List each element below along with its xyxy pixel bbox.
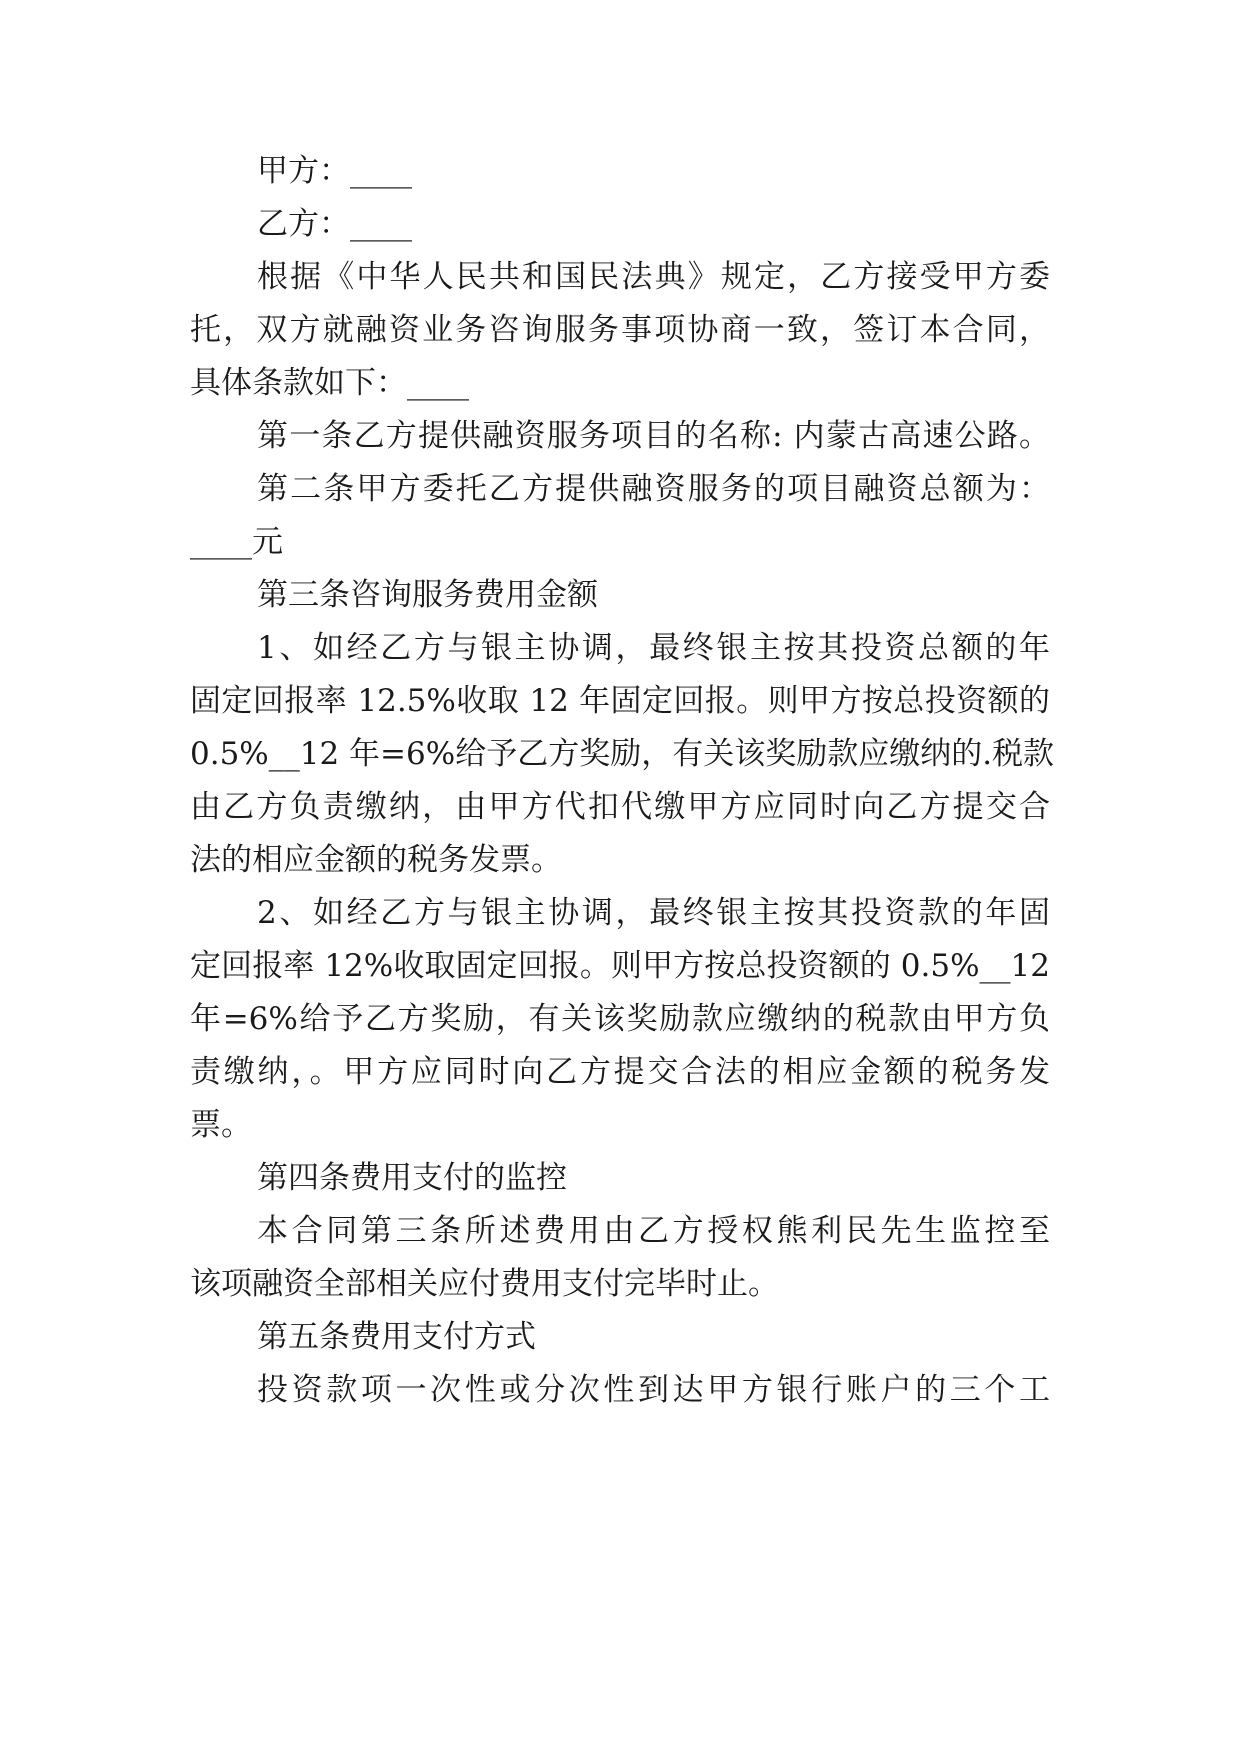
- article-4-line-2: 该项融资全部相关应付费用支付完毕时止。: [190, 1266, 779, 1302]
- party-b-line: 乙方：____: [257, 206, 412, 242]
- clause-3-1-line-1: 1、如经乙方与银主协调，最终银主按其投资总额的年: [257, 630, 1050, 666]
- article-4-line-1: 本合同第三条所述费用由乙方授权熊利民先生监控至: [257, 1213, 1050, 1249]
- article-4-heading: 第四条费用支付的监控: [257, 1160, 567, 1196]
- preamble-line-2: 托，双方就融资业务咨询服务事项协商一致，签订本合同，: [190, 312, 1050, 348]
- article-5-line-1: 投资款项一次性或分次性到达甲方银行账户的三个工: [257, 1372, 1050, 1408]
- clause-3-2-line-3: 年=6%给予乙方奖励，有关该奖励款应缴纳的税款由甲方负: [190, 1001, 1050, 1037]
- party-a-line: 甲方：____: [257, 153, 412, 189]
- clause-3-1-line-3: 0.5%__12 年=6%给予乙方奖励，有关该奖励款应缴纳的.税款: [190, 736, 1055, 772]
- article-2-line-2: ____元: [190, 524, 283, 560]
- clause-3-1-line-4: 由乙方负责缴纳，由甲方代扣代缴甲方应同时向乙方提交合: [190, 789, 1050, 825]
- clause-3-2-line-5: 票。: [190, 1107, 252, 1143]
- clause-3-2-line-2: 定回报率 12%收取固定回报。则甲方按总投资额的 0.5%__12: [190, 948, 1050, 984]
- clause-3-2-line-4: 责缴纳，。甲方应同时向乙方提交合法的相应金额的税务发: [190, 1054, 1050, 1090]
- preamble-line-1: 根据《中华人民共和国民法典》规定，乙方接受甲方委: [257, 259, 1050, 295]
- preamble-line-3: 具体条款如下：____: [190, 365, 469, 401]
- article-2-line-1: 第二条甲方委托乙方提供融资服务的项目融资总额为：: [257, 471, 1050, 507]
- clause-3-1-line-2: 固定回报率 12.5%收取 12 年固定回报。则甲方按总投资额的: [190, 683, 1050, 719]
- article-5-heading: 第五条费用支付方式: [257, 1319, 536, 1355]
- clause-3-2-line-1: 2、如经乙方与银主协调，最终银主按其投资款的年固: [257, 895, 1050, 931]
- article-1-line: 第一条乙方提供融资服务项目的名称: 内蒙古高速公路。: [257, 418, 1050, 454]
- article-3-heading: 第三条咨询服务费用金额: [257, 577, 598, 613]
- clause-3-1-line-5: 法的相应金额的税务发票。: [190, 842, 562, 878]
